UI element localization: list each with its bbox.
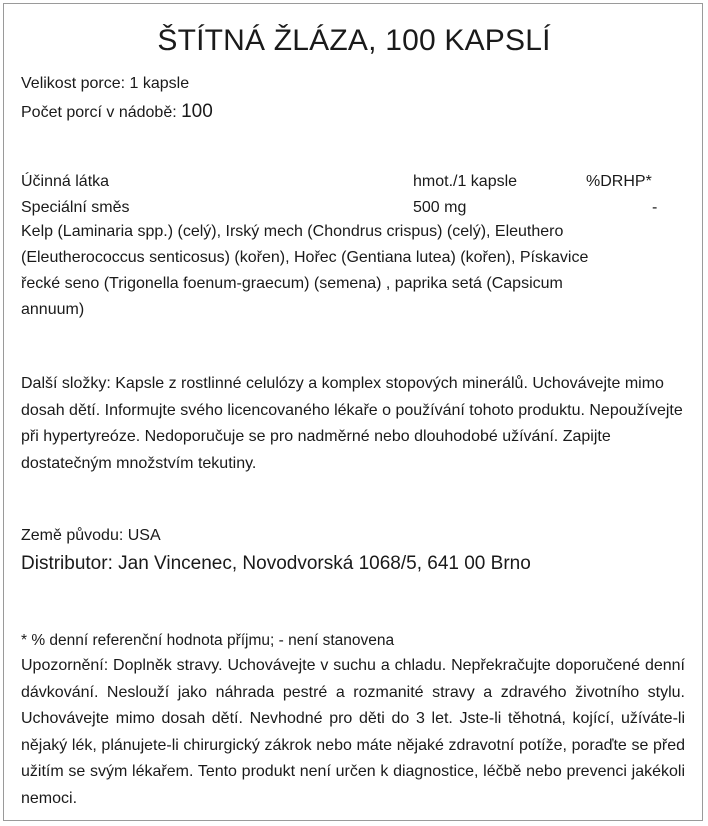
header-ingredient: Účinná látka	[21, 173, 110, 190]
country-of-origin: Země původu: USA	[21, 527, 161, 544]
blend-name: Speciální směs	[21, 199, 130, 216]
header-drhp: %DRHP*	[586, 173, 652, 190]
servings-value: 100	[181, 101, 213, 122]
header-amount: hmot./1 kapsle	[413, 173, 518, 190]
product-title: ŠTÍTNÁ ŽLÁZA, 100 KAPSLÍ	[157, 24, 551, 57]
blend-ingredients-line: řecké seno (Trigonella foenum-graecum) (semena) , paprika setá (Capsicum	[21, 275, 563, 292]
blend-drhp: -	[652, 199, 658, 216]
blend-ingredients-line: Kelp (Laminaria spp.) (celý), Irský mech (Chondrus crispus) (celý), Eleuthero	[21, 223, 564, 240]
blend-ingredients-line: (Eleutherococcus senticosus) (kořen), Hořec (Gentiana lutea) (kořen), Pískavice	[21, 249, 589, 266]
serving-size: Velikost porce: 1 kapsle	[21, 75, 190, 92]
servings-label: Počet porcí v nádobě:	[21, 104, 182, 121]
drhp-footnote: * % denní referenční hodnota příjmu; - není stanovena	[21, 632, 395, 649]
other-ingredients: Další složky: Kapsle z rostlinné celulózy a komplex stopových minerálů. Uchovávejte mimo dosah dětí. Informujte svého licencovaného lékaře o používání tohoto produktu. Nepoužívejte při hypertyreóze. Nedoporučuje se pro nadměrné nebo dlouhodobé užívání. Zapijte dostatečným množstvím tekutiny.	[21, 375, 683, 472]
blend-ingredients-line: annuum)	[21, 301, 85, 318]
servings-per-container	[21, 99, 213, 126]
distributor: Distributor: Jan Vincenec, Novodvorská 1068/5, 641 00 Brno	[21, 553, 531, 574]
blend-amount: 500 mg	[413, 199, 467, 216]
warning-text: Upozornění: Doplněk stravy. Uchovávejte v suchu a chladu. Nepřekračujte doporučené denní dávkování. Neslouží jako náhrada pestré a rozmanité stravy a zdravého životního stylu. Uchovávejte mimo dosah dětí. Nevhodné pro děti do 3 let. Jste-li těhotná, kojící, užíváte-li nějaký lék, plánujete-li chirurgický zákrok nebo máte nějaké zdravotní potíže, poraďte se před užitím se svým lékařem. Tento produkt není určen k diagnostice, léčbě nebo prevenci jakékoli nemoci.	[21, 657, 685, 807]
